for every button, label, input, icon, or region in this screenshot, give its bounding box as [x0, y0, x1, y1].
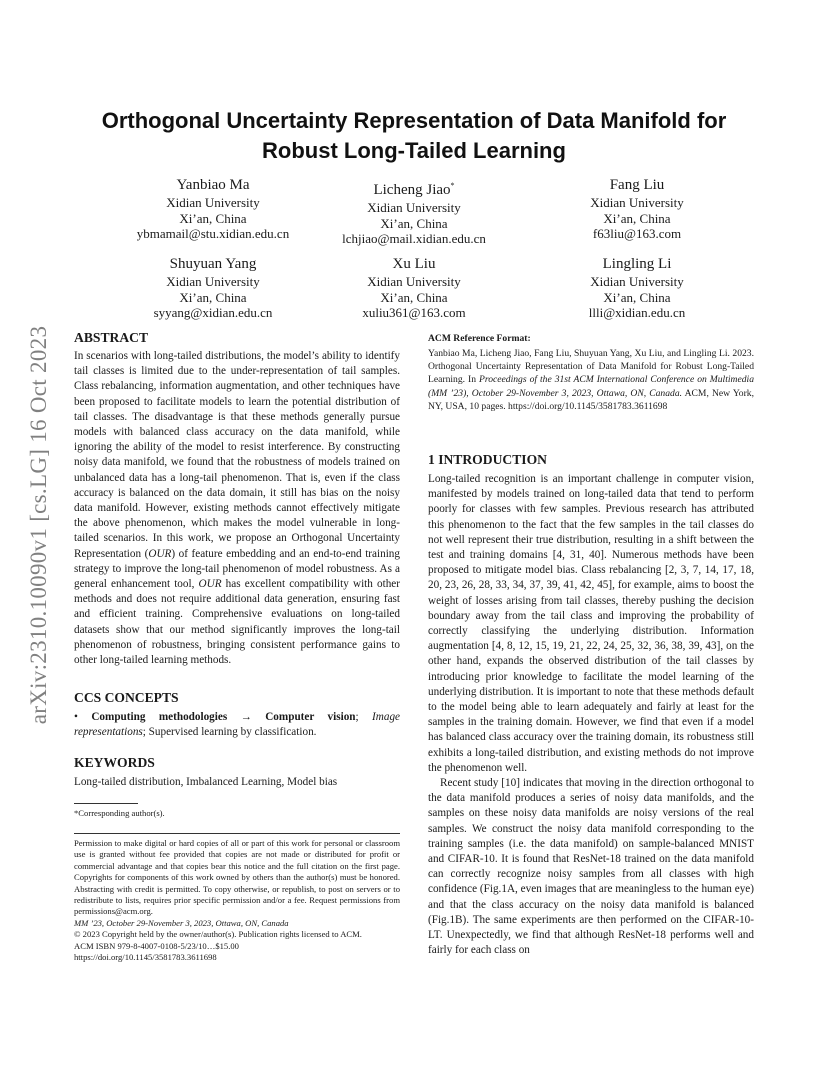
author-affiliation: Xidian University: [367, 274, 461, 289]
ccs-concept-italic: Image representations: [74, 711, 401, 739]
author-affiliation: Xidian University: [166, 274, 260, 289]
corresponding-author-footnote: *Corresponding author(s).: [74, 808, 165, 818]
introduction-heading: 1 INTRODUCTION: [428, 452, 547, 467]
author-affiliation: Xidian University: [166, 195, 260, 210]
abstract-text-part-3: has excellent compatibility with other methods and does not require additional data generation, ensuring fast and efficient training. Comprehensive evaluations on long-tailed datasets show that our method significantly improves the long-tail phenomenon of robustness, bringing consistent performance gains to other long-tailed learning methods.: [74, 578, 400, 667]
abstract-heading: ABSTRACT: [74, 330, 149, 345]
author-email: xuliu361@163.com: [362, 305, 466, 320]
author-email: syyang@xidian.edu.cn: [153, 305, 273, 320]
author-affiliation: Xidian University: [367, 200, 461, 215]
introduction-paragraph-1: Long-tailed recognition is an important challenge in computer vision, manifested by models trained on long-tailed data that tend to perform poorly for classes with few samples. Previous research has attributed this phenomenon to the fact that the few samples in the tail classes do not well represent their true distribution, resulting in a shift between the test and training domains [4, 31, 40]. Numerous methods have been proposed to mitigate model bias. Class rebalancing [2, 3, 7, 14, 17, 18, 20, 23, 26, 28, 33, 34, 37, 39, 41, 42, 45], for example, aims to boost the weight of losses arising from tail classes, thereby pushing the decision boundary away from the tail class and improving the probability of correctly classifying the underlying distribution. Information augmentation [4, 8, 12, 15, 19, 21, 22, 24, 25, 32, 36, 38, 39, 43], on the other hand, expands the observed distribution of the tail classes by introducing prior knowledge to facilitate the model learning of the underlying distribution. It is important to note that these methods default to the model being able to learn adequately and fairly at least for the samples in the training domain. However, we find that even if a model has balanced class accuracy over the training domain, its robustness still exhibits a long-tailed distribution, and existing methods do not improve the phenomenon well.: [428, 473, 754, 774]
doi-link[interactable]: https://doi.org/10.1145/3581783.3611698: [74, 952, 217, 963]
author-name: Fang Liu: [609, 177, 665, 193]
acm-reference-proceedings: Proceedings of the 31st ACM International Conference on Multimedia (MM ’23), October 29-November 3, 2023, Ottawa, ON, Canada.: [428, 374, 754, 399]
author-email: llli@xidian.edu.cn: [588, 305, 686, 320]
abstract-our-term: OUR: [148, 547, 172, 560]
permission-block: [74, 838, 400, 963]
footnote-rule: [74, 803, 138, 804]
keywords-text: Long-tailed distribution, Imbalanced Learning, Model bias: [74, 776, 338, 788]
arxiv-identifier-stamp: [14, 280, 64, 770]
introduction-body: [428, 472, 754, 959]
author-location: Xi’an, China: [603, 289, 671, 305]
acm-reference-body: Yanbiao Ma, Licheng Jiao, Fang Liu, Shuyuan Yang, Xu Liu, and Lingling Li. 2023. Orthogonal Uncertainty Representation of Data Manifold for Robust Long-Tailed Learning. In Proceedings of the 31st ACM International Conference on Multimedia (MM ’23), October 29-November 3, 2023, Ottawa, ON, Canada. ACM, New York, NY, USA, 10 pages. https://doi.org/10.1145/3581783.3611698: [428, 348, 754, 412]
abstract-text-part-1: In scenarios with long-tailed distributions, the model’s ability to identify tail classes is limited due to the under-representation of tail samples. Class rebalancing, information augmentation, and other techniques have been proposed to facilitate models to learn the potential distribution of tail classes. The disadvantage is that these methods generally pursue models with balanced class accuracy on the data manifold, while ignoring the ability of the model to resist interference. By constructing noisy data manifold, we found that the robustness of models trained on unbalanced data has a long-tail phenomenon. That is, even if the class accuracy is balanced on the data domain, it still has bias on the noisy data manifold. However, existing methods cannot effectively mitigate the above phenomenon, which makes the model vulnerable in long-tailed scenarios. In this work, we propose an Orthogonal Uncertainty Representation (: [74, 350, 400, 560]
author-email: f63liu@163.com: [592, 226, 682, 241]
author-block-6: [512, 255, 762, 321]
author-affiliation: Xidian University: [590, 274, 684, 289]
copyright-line: © 2023 Copyright held by the owner/author(s). Publication rights licensed to ACM.: [74, 929, 362, 940]
arxiv-identifier-text: arXiv:2310.10090v1 [cs.LG] 16 Oct 2023: [26, 325, 51, 725]
author-location: Xi’an, China: [603, 210, 671, 226]
isbn-line: ACM ISBN 979-8-4007-0108-5/23/10…$15.00: [74, 940, 239, 951]
author-email: lchjiao@mail.xidian.edu.cn: [342, 231, 486, 246]
abstract-our-term: OUR: [198, 578, 222, 591]
author-name: Licheng Jiao*: [373, 181, 455, 198]
author-location: Xi’an, China: [380, 289, 448, 305]
author-location: Xi’an, China: [380, 215, 448, 231]
keywords-heading: KEYWORDS: [74, 755, 155, 770]
author-block-5: [289, 255, 539, 321]
author-affiliation: Xidian University: [590, 195, 684, 210]
abstract-text-part-2: ) of feature embedding and an end-to-end training strategy to improve the long-tail phenomenon of model robustness. As a general enhancement tool,: [74, 547, 400, 591]
paper-title: [74, 106, 754, 166]
author-location: Xi’an, China: [179, 210, 247, 226]
author-location: Xi’an, China: [179, 289, 247, 305]
author-name: Xu Liu: [392, 256, 436, 272]
ccs-concept-rest: ; Supervised learning by classification.: [142, 726, 317, 739]
author-block-3: [512, 176, 762, 242]
ccs-heading: CCS CONCEPTS: [74, 690, 179, 705]
ccs-concept-bold: Computing methodologies → Computer vision: [91, 711, 356, 723]
ccs-body: • Computing methodologies → Computer vision; Image representations; Supervised learning by classification.: [74, 711, 401, 739]
author-name: Yanbiao Ma: [176, 177, 250, 193]
acm-reference-heading: ACM Reference Format:: [428, 333, 531, 344]
title-line-2: Robust Long-Tailed Learning: [262, 138, 566, 163]
title-line-1: Orthogonal Uncertainty Representation of Data Manifold for: [101, 108, 727, 133]
permission-rule: [74, 833, 400, 834]
author-name: Lingling Li: [602, 256, 672, 272]
introduction-paragraph-2: Recent study [10] indicates that moving in the direction orthogonal to the data manifold produces a series of noisy data manifolds, and the samples on these noisy data manifolds are noisy versions of the real samples. We construct the noisy data manifold corresponding to the training samples (i.e. the data manifold) on sample-balanced MNIST and CIFAR-10. It is found that ResNet-18 trained on the data manifold can correctly recognize noisy samples from all classes with high confidence (Fig.1A, even images that are meaningless to the human eye) and that the class accuracy on the noisy data manifold is balanced (Fig.1B). The same experiments are then performed on the CIFAR-10-LT. Unexpectedly, we find that although ResNet-18 performs well and fairly for each class on: [428, 777, 754, 957]
corresponding-author-mark: *: [450, 181, 455, 190]
abstract-body: [74, 349, 400, 668]
author-email: ybmamail@stu.xidian.edu.cn: [136, 226, 290, 241]
author-name: Shuyuan Yang: [169, 256, 257, 272]
venue-line: MM ’23, October 29-November 3, 2023, Ottawa, ON, Canada: [74, 917, 289, 928]
permission-text: Permission to make digital or hard copies of all or part of this work for personal or classroom use is granted without fee provided that copies are not made or distributed for profit or commercial advantage and that copies bear this notice and the full citation on the first page. Copyrights for components of this work owned by others than the author(s) must be honored. Abstracting with credit is permitted. To copy otherwise, or republish, to post on servers or to redistribute to lists, requires prior specific permission and/or a fee. Request permissions from permissions@acm.org.: [74, 838, 400, 917]
author-block-2: [289, 176, 539, 247]
